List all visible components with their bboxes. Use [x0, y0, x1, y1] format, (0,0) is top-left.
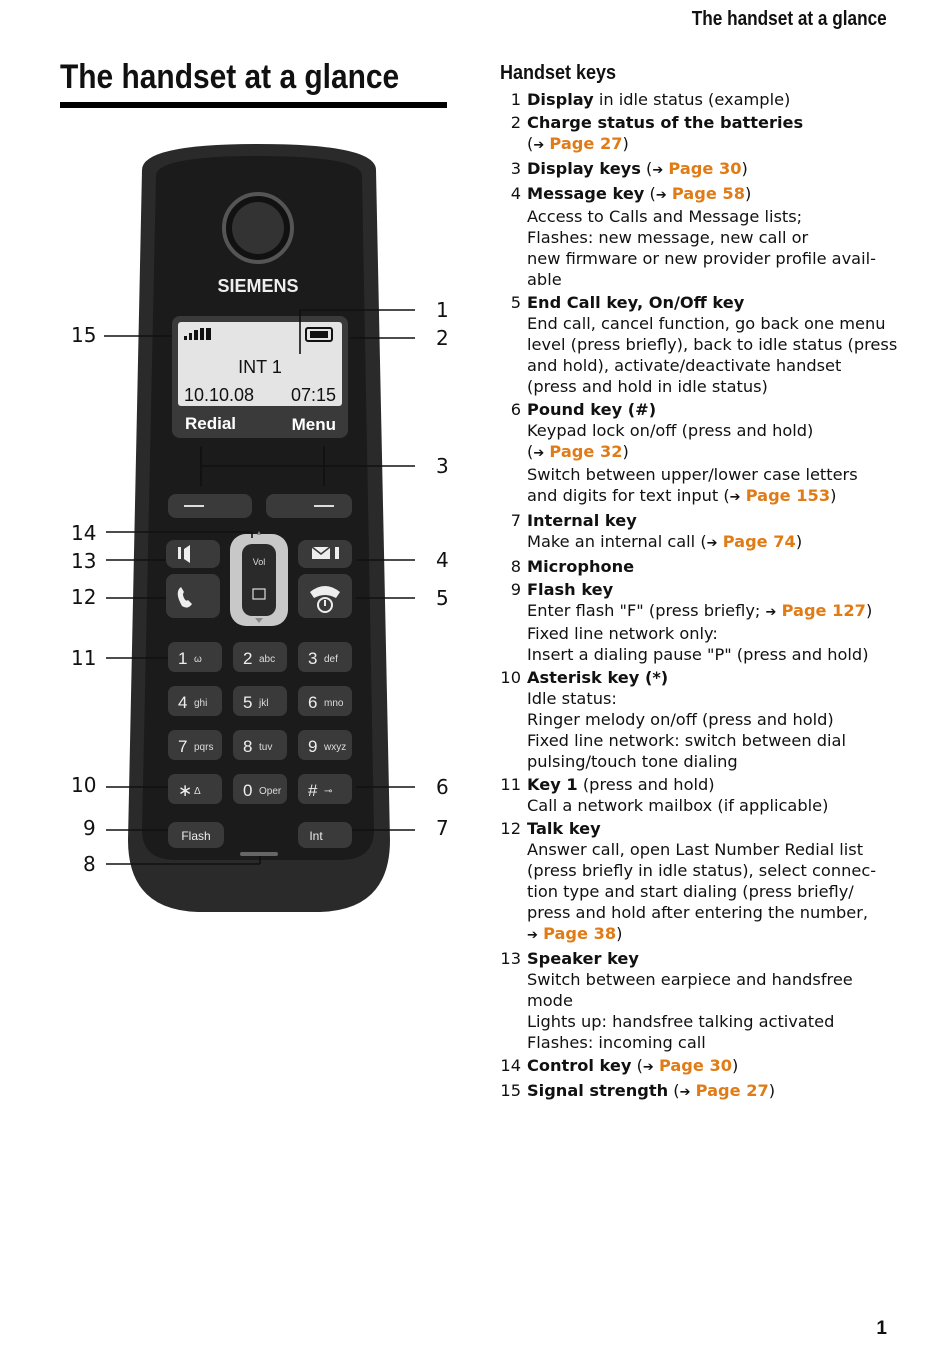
item-line	[527, 292, 900, 313]
key-name: Key 1	[527, 775, 578, 794]
item-text: in idle status (example)	[593, 90, 791, 109]
key-name: Message key	[527, 184, 645, 203]
callout-6: 6	[436, 775, 449, 799]
item-number: 8	[510, 557, 521, 576]
callout-11: 11	[71, 646, 97, 670]
arrow-icon: ➔	[706, 536, 718, 551]
internal-key-label: Int	[309, 829, 323, 843]
item-number: 10	[500, 668, 521, 687]
list-item	[500, 948, 900, 1053]
item-text: )	[744, 184, 752, 203]
item-line	[527, 269, 900, 290]
page-reference-link[interactable]: Page 74	[722, 532, 796, 551]
key-name: Asterisk key (*)	[527, 668, 669, 687]
page-reference-link[interactable]: Page 30	[668, 159, 742, 178]
keypad-digit: 9	[308, 737, 318, 756]
item-line	[527, 133, 900, 156]
key-name: Pound key (#)	[527, 400, 657, 419]
list-item	[500, 158, 900, 181]
talk-key[interactable]	[166, 574, 220, 618]
running-header: The handset at a glance	[692, 8, 887, 30]
item-text: Fixed line network: switch between dial	[527, 731, 846, 750]
item-line	[527, 623, 900, 644]
item-line	[527, 948, 900, 969]
page-reference-link[interactable]: Page 32	[549, 442, 623, 461]
keypad-letters: abc	[259, 654, 276, 665]
internal-key[interactable]	[298, 822, 352, 848]
key-name: Flash key	[527, 580, 614, 599]
item-line	[527, 531, 900, 554]
item-number: 3	[510, 159, 521, 178]
key-name: Signal strength	[527, 1081, 669, 1100]
keypad-digit: 7	[178, 737, 188, 756]
list-item	[500, 667, 900, 772]
keypad-digit: 2	[243, 649, 253, 668]
softkey-left-label: Redial	[185, 414, 237, 433]
item-text: Flashes: incoming call	[527, 1033, 706, 1052]
keypad-letters: Δ	[194, 786, 201, 797]
item-line	[527, 839, 900, 860]
keypad-digit: 8	[243, 737, 253, 756]
callout-4: 4	[436, 548, 449, 572]
item-text: )	[795, 532, 803, 551]
page-number: 1	[876, 1318, 887, 1339]
item-text: (	[631, 1056, 643, 1075]
item-line	[527, 860, 900, 881]
item-number: 11	[500, 775, 521, 794]
keypad-letters: wxyz	[324, 742, 347, 753]
item-text: Enter flash "F" (press briefly;	[527, 601, 766, 620]
list-item	[500, 1080, 900, 1103]
arrow-icon: ➔	[642, 1060, 654, 1075]
page-reference-link[interactable]: Page 38	[543, 924, 617, 943]
item-text: Flashes: new message, new call or	[527, 228, 809, 247]
item-text: (	[644, 184, 656, 203]
callout-3: 3	[436, 454, 449, 478]
keypad-digit: 5	[243, 693, 253, 712]
item-line	[527, 89, 900, 110]
display-date: 10.10.08	[184, 385, 255, 405]
item-line	[527, 818, 900, 839]
item-text: )	[622, 134, 629, 153]
keypad-letters: ⊸	[324, 786, 333, 797]
list-item	[500, 579, 900, 665]
arrow-icon: ➔	[533, 446, 545, 461]
key-name: Display	[527, 90, 594, 109]
callout-2: 2	[436, 326, 449, 350]
display-time: 07:15	[290, 385, 336, 405]
list-item	[500, 292, 900, 397]
arrow-icon: ➔	[527, 928, 538, 943]
display-key-right[interactable]	[266, 494, 352, 518]
item-line	[527, 399, 900, 420]
item-number: 2	[510, 113, 521, 132]
callout-15: 15	[71, 323, 97, 347]
handset-keys-section	[500, 62, 900, 1105]
arrow-icon: ➔	[533, 138, 545, 153]
item-line	[527, 206, 900, 227]
item-line	[527, 881, 900, 902]
arrow-icon: ➔	[729, 490, 741, 505]
keypad-digit: 6	[308, 693, 318, 712]
key-name: End Call key, On/Off key	[527, 293, 745, 312]
keypad-letters: pqrs	[194, 742, 214, 753]
item-text: (press briefly in idle status), select connec-	[527, 861, 877, 880]
page-reference-link[interactable]: Page 153	[745, 486, 831, 505]
item-text: Answer call, open Last Number Redial list	[527, 840, 864, 859]
display-int-label: INT 1	[238, 357, 282, 377]
item-number: 1	[510, 90, 521, 109]
item-line	[527, 1055, 900, 1078]
keypad-digit: 4	[178, 693, 188, 712]
brand-logo: SIEMENS	[217, 276, 299, 296]
callout-5: 5	[436, 586, 449, 610]
keypad-letters: Oper	[259, 786, 282, 797]
item-line	[527, 644, 900, 665]
item-text: and digits for text input (	[527, 486, 730, 505]
item-text: Make an internal call (	[527, 532, 707, 551]
item-text: Switch between upper/lower case letters	[527, 465, 858, 484]
item-text: )	[732, 1056, 739, 1075]
item-line	[527, 227, 900, 248]
item-text: )	[741, 159, 748, 178]
keypad-digit: ∗	[178, 781, 193, 800]
item-text: pulsing/touch tone dialing	[527, 752, 738, 771]
item-text: (	[527, 442, 534, 461]
arrow-icon: ➔	[679, 1085, 691, 1100]
item-text: Lights up: handsfree talking activated	[527, 1012, 835, 1031]
keypad-letters: ghi	[194, 698, 208, 709]
item-number: 6	[510, 400, 521, 419]
item-text: Access to Calls and Message lists;	[527, 207, 803, 226]
handset-illustration	[60, 140, 450, 920]
display-key-left[interactable]	[168, 494, 252, 518]
item-line	[527, 923, 900, 946]
item-line	[527, 376, 900, 397]
list-item	[500, 774, 900, 816]
item-line	[527, 795, 900, 816]
keypad-letters: def	[324, 654, 338, 665]
item-line	[527, 969, 900, 990]
item-text: Ringer melody on/off (press and hold)	[527, 710, 834, 729]
item-line	[527, 112, 900, 133]
handset-keys-list	[500, 89, 900, 1103]
list-item	[500, 818, 900, 946]
item-text: )	[622, 442, 629, 461]
list-item	[500, 112, 900, 156]
item-text: )	[616, 924, 623, 943]
item-number: 12	[500, 819, 521, 838]
handset-drawing	[60, 140, 450, 920]
speaker-key[interactable]	[166, 540, 220, 568]
item-text: End call, cancel function, go back one menu	[527, 314, 886, 333]
keypad-letters: jkl	[259, 698, 269, 709]
callout-12: 12	[71, 585, 97, 609]
item-text: (	[640, 159, 653, 178]
keypad-letters: ω	[194, 654, 202, 665]
keypad-letters: mno	[324, 698, 344, 709]
page-reference-link[interactable]: Page 58	[671, 184, 745, 203]
list-item	[500, 89, 900, 110]
item-line	[527, 730, 900, 751]
callout-13: 13	[71, 549, 97, 573]
callout-8: 8	[83, 852, 96, 876]
softkey-right-label: Menu	[291, 415, 336, 434]
item-text: (press and hold in idle status)	[527, 377, 768, 396]
item-line	[527, 183, 900, 206]
keypad-digit: 3	[308, 649, 318, 668]
item-text: Fixed line network only:	[527, 624, 718, 643]
keypad-digit: 1	[178, 649, 188, 668]
item-number: 15	[500, 1081, 521, 1100]
item-line	[527, 464, 900, 485]
item-line	[527, 355, 900, 376]
title-underline	[60, 102, 447, 108]
item-text: press and hold after entering the number,	[527, 903, 869, 922]
list-item	[500, 183, 900, 290]
item-text: )	[865, 601, 873, 620]
keypad-digit: 0	[243, 781, 253, 800]
callout-9: 9	[83, 816, 96, 840]
item-text: (	[668, 1081, 680, 1100]
callout-7: 7	[436, 816, 449, 840]
item-text: level (press briefly), back to idle status (press	[527, 335, 898, 354]
item-text: new firmware or new provider profile avail-	[527, 249, 876, 268]
item-line	[527, 1080, 900, 1103]
item-number: 7	[510, 511, 521, 530]
page-reference-link[interactable]: Page 127	[781, 601, 866, 620]
item-line	[527, 902, 900, 923]
item-line	[527, 510, 900, 531]
item-line	[527, 334, 900, 355]
item-line	[527, 485, 900, 508]
key-name: Internal key	[527, 511, 637, 530]
item-text: Insert a dialing pause "P" (press and hold)	[527, 645, 869, 664]
page-reference-link[interactable]: Page 27	[549, 134, 623, 153]
microphone-icon	[240, 852, 278, 856]
page-reference-link[interactable]: Page 30	[658, 1056, 733, 1075]
item-line	[527, 1011, 900, 1032]
arrow-icon: ➔	[655, 188, 667, 203]
keypad-letters: tuv	[259, 742, 273, 753]
item-text: Switch between earpiece and handsfree	[527, 970, 853, 989]
item-text: tion type and start dialing (press briefly/	[527, 882, 854, 901]
item-text: mode	[527, 991, 573, 1010]
item-line	[527, 556, 900, 577]
list-item	[500, 399, 900, 508]
list-item	[500, 556, 900, 577]
list-item	[500, 1055, 900, 1078]
flash-key-label: Flash	[181, 829, 211, 843]
item-line	[527, 441, 900, 464]
item-number: 4	[510, 184, 521, 203]
item-text: able	[527, 270, 562, 289]
keypad-digit: #	[308, 781, 318, 800]
item-line	[527, 774, 900, 795]
arrow-icon: ➔	[765, 605, 777, 620]
item-line	[527, 158, 900, 181]
callout-14: 14	[71, 521, 97, 545]
item-line	[527, 1032, 900, 1053]
item-text: and hold), activate/deactivate handset	[527, 356, 842, 375]
item-text: )	[768, 1081, 776, 1100]
key-name: Charge status of the batteries	[527, 113, 804, 132]
item-text: Call a network mailbox (if applicable)	[527, 796, 829, 815]
item-text: (press and hold)	[577, 775, 715, 794]
page-reference-link[interactable]: Page 27	[695, 1081, 769, 1100]
key-name: Control key	[527, 1056, 632, 1075]
arrow-icon: ➔	[652, 163, 664, 178]
key-name: Talk key	[527, 819, 601, 838]
key-name: Speaker key	[527, 949, 639, 968]
item-text: (	[527, 134, 534, 153]
item-line	[527, 667, 900, 688]
callout-1: 1	[436, 298, 449, 322]
item-line	[527, 420, 900, 441]
item-line	[527, 688, 900, 709]
item-number: 9	[510, 580, 521, 599]
vol-label: Vol	[252, 557, 266, 567]
item-line	[527, 709, 900, 730]
list-item	[500, 510, 900, 554]
item-text: )	[830, 486, 837, 505]
item-number: 5	[510, 293, 521, 312]
key-name: Microphone	[527, 557, 635, 576]
item-number: 14	[500, 1056, 521, 1075]
item-line	[527, 600, 900, 623]
key-name: Display keys	[527, 159, 641, 178]
callout-10: 10	[71, 773, 97, 797]
item-line	[527, 313, 900, 334]
item-line	[527, 579, 900, 600]
item-number: 13	[500, 949, 521, 968]
handset-keys-heading: Handset keys	[500, 62, 617, 84]
item-line	[527, 990, 900, 1011]
item-text: Keypad lock on/off (press and hold)	[527, 421, 814, 440]
item-line	[527, 248, 900, 269]
item-line	[527, 751, 900, 772]
page-title: The handset at a glance	[60, 58, 400, 96]
item-text: Idle status:	[527, 689, 617, 708]
